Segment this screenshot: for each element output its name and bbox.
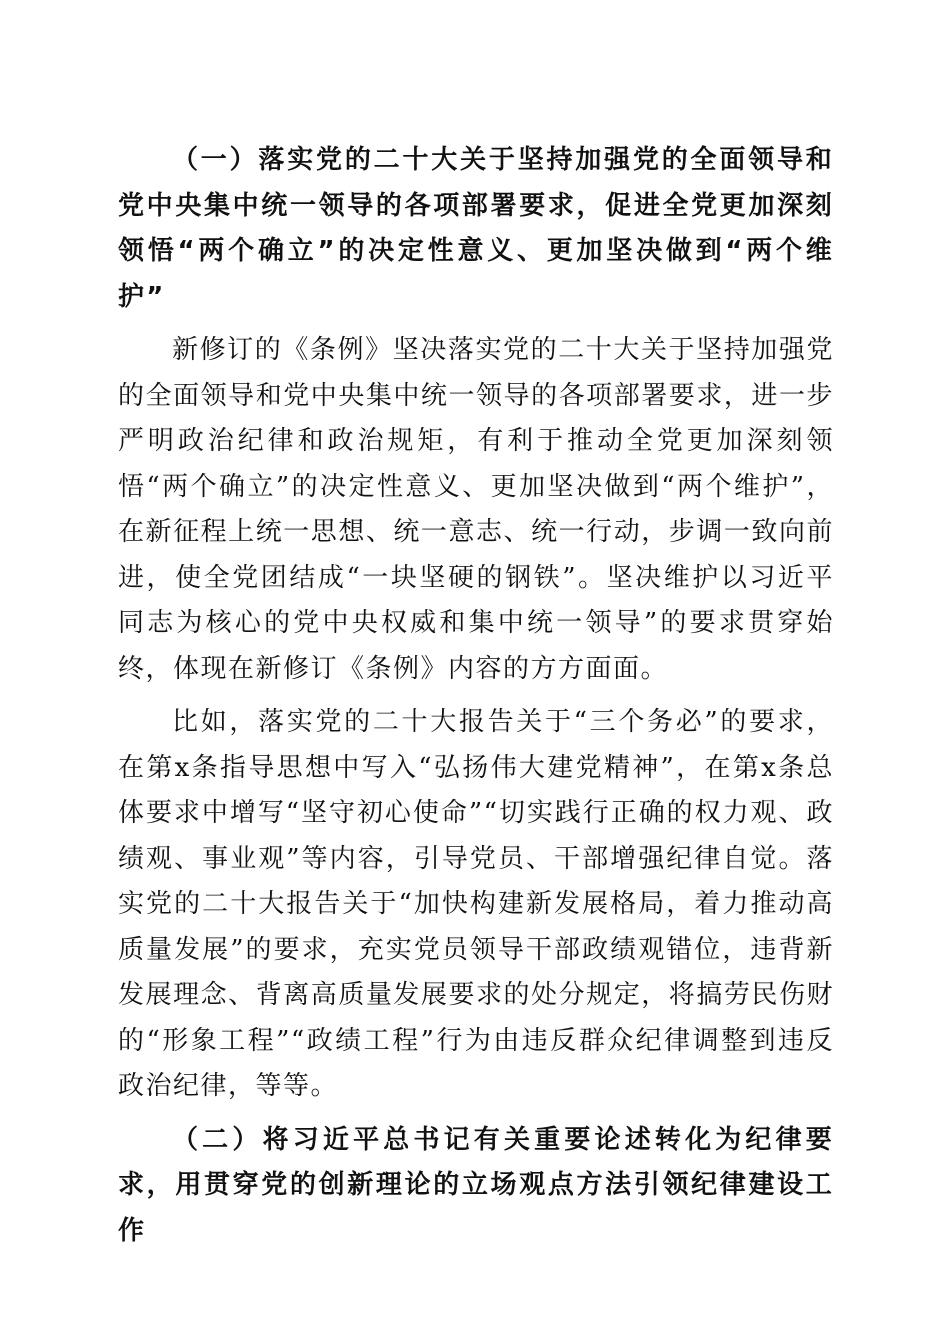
body-paragraph-2: 比如，落实党的二十大报告关于“三个务必”的要求，在第x条指导思想中写入“弘扬伟大建党精神”，在第x条总体要求中增写“坚守初心使命”“切实践行正确的权力观、政绩观、事业观”等内容，引导党员、干部增强纪律自觉。落实党的二十大报告关于“加快构建新发展格局，着力推动高质量发展”的要求，充实党员领导干部政绩观错位，违背新发展理念、背离高质量发展要求的处分规定，将搞劳民伤财的“形象工程”“政绩工程”行为由违反群众纪律调整到违反政治纪律，等等。 (118, 707, 834, 1101)
section-heading-2: （二）将习近平总书记有关重要论述转化为纪律要求，用贯穿党的创新理论的立场观点方法引领纪律建设工作 (118, 1124, 834, 1246)
section-heading-1: （一）落实党的二十大关于坚持加强党的全面领导和党中央集中统一领导的各项部署要求，促进全党更加深刻领悟“两个确立”的决定性意义、更加坚决做到“两个维护” (118, 145, 834, 312)
body-paragraph-1: 新修订的《条例》坚决落实党的二十大关于坚持加强党的全面领导和党中央集中统一领导的各项部署要求，进一步严明政治纪律和政治规矩，有利于推动全党更加深刻领悟“两个确立”的决定性意义、更加坚决做到“两个维护”，在新征程上统一思想、统一意志、统一行动，步调一致向前进，使全党团结成“一块坚硬的钢铁”。坚决维护以习近平同志为核心的党中央权威和集中统一领导”的要求贯穿始终，体现在新修订《条例》内容的方方面面。 (118, 335, 834, 684)
document-body (118, 138, 834, 1254)
